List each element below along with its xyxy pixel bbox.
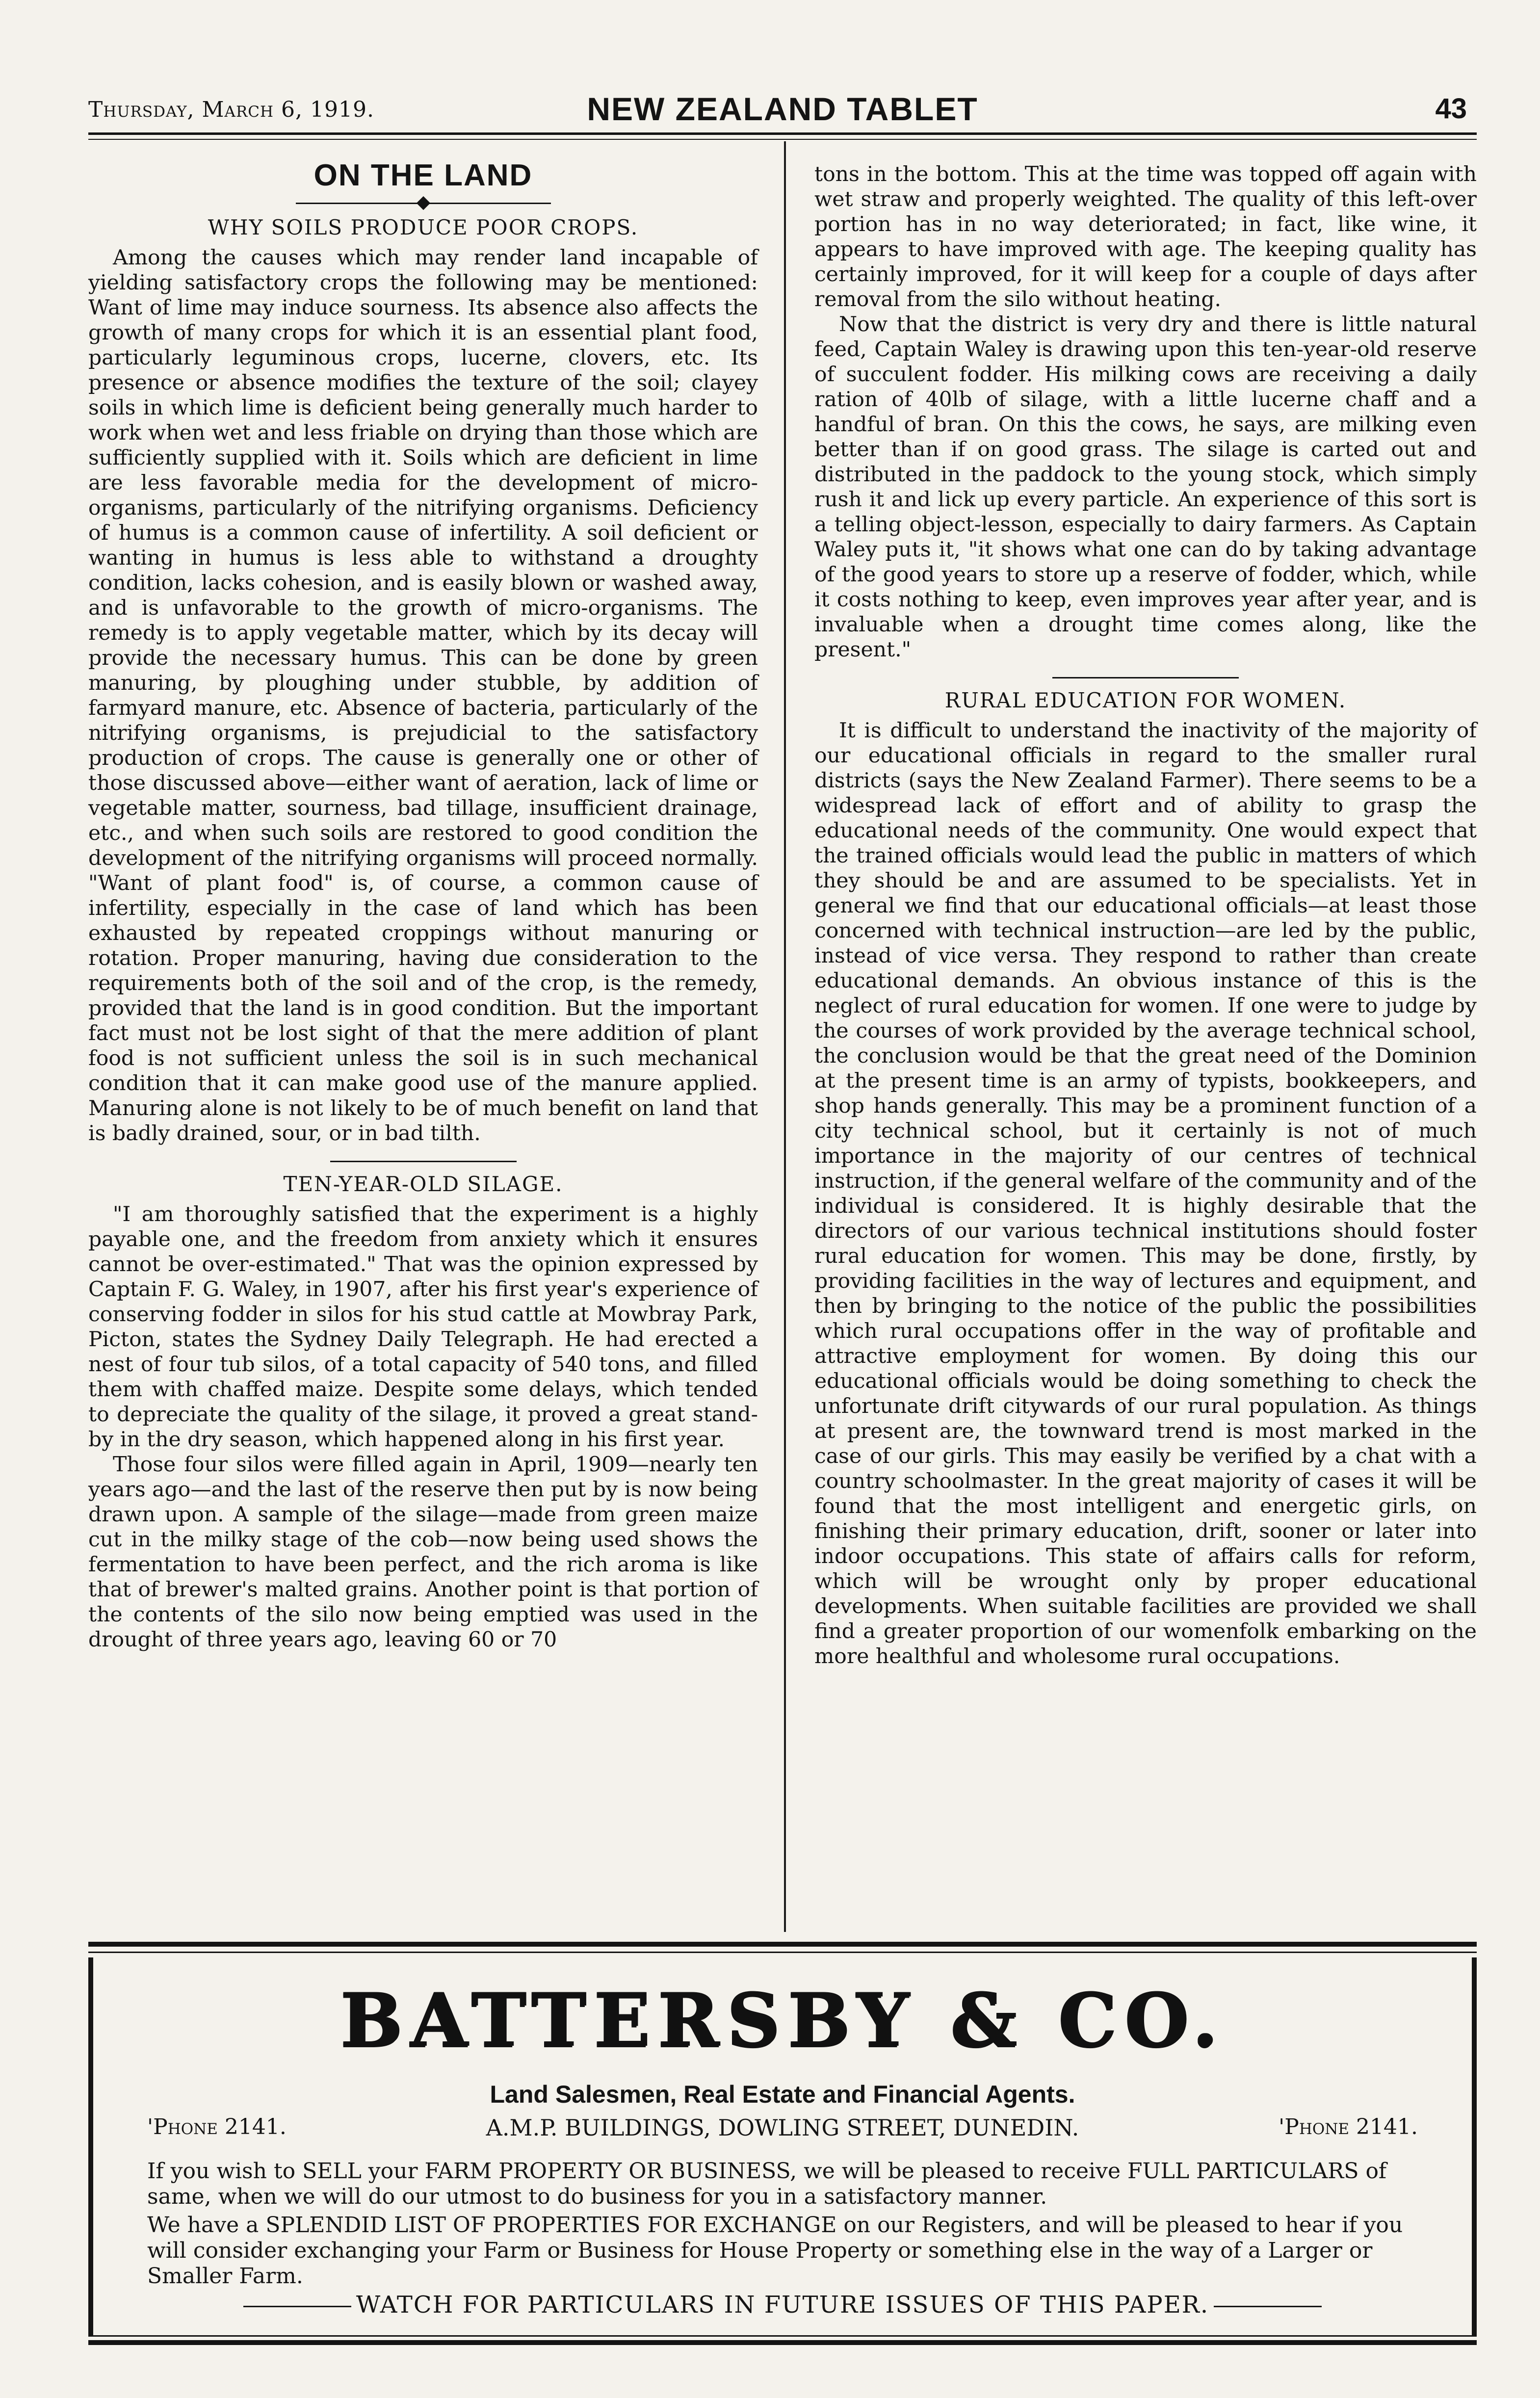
masthead — [88, 92, 1477, 131]
ad-text-sell: If you wish to SELL your FARM PROPERTY OR BUSINESS, we will be pleased to receive FULL PARTICULARS of same, when we will do our utmost to do business for you in a satisfactory manner. — [147, 2159, 1387, 2209]
ad-phone-right: 'Phone 2141. — [1279, 2114, 1418, 2139]
right-column — [814, 162, 1477, 1669]
page-number: 43 — [1435, 93, 1467, 125]
diamond-ornament-icon — [416, 196, 430, 210]
article-paragraph: Those four silos were filled again in April, 1909—nearly ten years ago—and the last of the reserve then put by is now being drawn upon. A sample of the silage—made from green maize cut in the milky stage of the cob—now being used shows the fermentation to have been perfect, and the rich aroma is like that of brewer's malted grains. Another point is that portion of the contents of the silo now being emptied was used in the drought of three years ago, leaving 60 or 70 — [88, 1453, 758, 1652]
ad-watch-text: WATCH FOR PARTICULARS IN FUTURE ISSUES OF THIS PAPER. — [356, 2291, 1209, 2319]
ad-address: A.M.P. BUILDINGS, DOWLING STREET, DUNEDIN. — [486, 2114, 1079, 2141]
masthead-rule — [88, 132, 1477, 135]
advertisement — [88, 1957, 1477, 2335]
article-heading-soils: WHY SOILS PRODUCE POOR CROPS. — [208, 215, 639, 239]
ad-border-top — [88, 1942, 1477, 1947]
publication-title: NEW ZEALAND TABLET — [587, 91, 978, 127]
ad-watch-line — [93, 2291, 1472, 2319]
ad-border-bottom-thin — [88, 2335, 1477, 2337]
masthead-rule-thin — [88, 139, 1477, 140]
ad-brand: BATTERSBY & CO. — [339, 1977, 1226, 2063]
article-paragraph: Among the causes which may render land incapable of yielding satisfactory crops the following may be mentioned: Want of lime may induce sourness. Its absence also affects the growth of many crops for which it is an essential plant food, particularly leguminous crops, lucerne, clovers, etc. Its presence or absence modifies the texture of the soil; clayey soils in which lime is deficient being generally much harder to work when wet and less friable on drying than those which are sufficiently supplied with it. Soils which are deficient in lime are less favorable media for the development of micro-organisms, particularly of the nitrifying organisms. Deficiency of humus is a common cause of infertility. A soil deficient or wanting in humus is less able to withstand a droughty condition, lacks cohesion, and is easily blown or washed away, and is unfavorable to the growth of micro-organisms. The remedy is to apply vegetable matter, which by its decay will provide the necessary humus. This can be done by green manuring, by ploughing under stubble, by addition of farmyard manure, etc. Absence of bacteria, particularly of the nitrifying organisms, is prejudicial to the satisfactory production of crops. The cause is generally one or other of those discussed above—either want of aeration, lack of lime or vegetable matter, sourness, bad tillage, insufficient drainage, etc., and when such soils are restored to good condition the development of the nitrifying organisms will proceed normally. "Want of plant food" is, of course, a common cause of infertility, especially in the case of land which has been exhausted by repeated croppings without manuring or rotation. Proper manuring, having due consideration to the requirements both of the soil and of the crop, is the remedy, provided that the land is in good condition. But the important fact must not be lost sight of that the mere addition of plant food is not sufficient unless the soil is in such mechanical condition that it can make good use of the manure applied. Manuring alone is not likely to be of much benefit on land that is badly drained, sour, or in bad tilth. — [88, 246, 758, 1146]
ad-text-exchange: We have a SPLENDID LIST OF PROPERTIES FOR EXCHANGE on our Registers, and will be pleased to hear if you will consider exchanging your Farm or Business for House Property or something else in the way of a Larger or Smaller Farm. — [147, 2213, 1403, 2289]
article-paragraph: Now that the district is very dry and there is little natural feed, Captain Waley is drawing upon this ten-year-old reserve of succulent fodder. His milking cows are receiving a daily ration of 40lb of silage, with a little lucerne chaff and a handful of bran. On this the cows, he says, are milking even better than if on good grass. The silage is carted out and distributed in the paddock to the young stock, which simply rush it and lick up every particle. An experience of this sort is a telling object-lesson, especially to dairy farmers. As Captain Waley puts it, "it shows what one can do by taking advantage of the good years to store up a reserve of fodder, which, while it costs nothing to keep, even improves year after year, and is invaluable when a drought time comes along, like the present." — [814, 313, 1477, 662]
ad-border-bottom — [88, 2340, 1477, 2345]
column-divider — [784, 141, 786, 1932]
title-ornament — [296, 196, 551, 210]
ad-tagline: Land Salesmen, Real Estate and Financial Agents. — [490, 2081, 1075, 2108]
dash-rule-right — [1214, 2306, 1322, 2307]
article-divider — [1052, 677, 1239, 678]
article-heading-silage: TEN-YEAR-OLD SILAGE. — [283, 1172, 563, 1196]
article-heading-rural: RURAL EDUCATION FOR WOMEN. — [944, 688, 1347, 712]
dash-rule-left — [243, 2306, 351, 2307]
section-title: ON THE LAND — [313, 158, 533, 192]
article-divider — [330, 1161, 517, 1162]
ad-border-top-thin — [88, 1952, 1477, 1953]
article-paragraph: It is difficult to understand the inactivity of the majority of our educational officials in regard to the smaller rural districts (says the New Zealand Farmer). There seems to be a widespread lack of effort and of ability to grasp the educational needs of the community. One would expect that the trained officials would lead the public in matters of which they should be and are assumed to be specialists. Yet in general we find that our educational officials—at least those concerned with technical instruction—are led by the public, instead of vice versa. They respond to rather than create educational demands. An obvious instance of this is the neglect of rural education for women. If one were to judge by the courses of work provided by the average technical school, the conclusion would be that the great need of the Dominion at the present time is an army of typists, bookkeepers, and shop hands generally. This may be a prominent function of a city technical school, but it certainly is not of much importance in the majority of our centres of technical instruction, if the general welfare of the community and of the individual is considered. It is highly desirable that the directors of our various technical institutions should foster rural education for women. This may be done, firstly, by providing facilities in the way of lectures and equipment, and then by bringing to the notice of the public the possibilities which rural occupations offer in the way of profitable and attractive employment for women. By doing this our educational officials would be doing something to check the unfortunate drift citywards of our rural population. As things at present are, the townward trend is most marked in the case of our girls. This may easily be verified by a chat with a country schoolmaster. In the great majority of cases it will be found that the most intelligent and energetic girls, on finishing their primary education, drift, sooner or later into indoor occupations. This state of affairs calls for reform, which will be wrought only by proper educational developments. When suitable facilities are provided we shall find a greater proportion of our womenfolk embarking on the more healthful and wholesome rural occupations. — [814, 719, 1477, 1668]
left-column — [88, 147, 758, 1652]
ad-phone-left: 'Phone 2141. — [147, 2114, 287, 2139]
article-paragraph-continued: tons in the bottom. This at the time was topped off again with wet straw and properly weighted. The quality of this left-over portion has in no way deteriorated; in fact, like wine, it appears to have improved with age. The keeping quality has certainly improved, for it will keep for a couple of days after removal from the silo without heating. — [814, 162, 1477, 312]
article-paragraph: "I am thoroughly satisfied that the experiment is a highly payable one, and the freedom from anxiety which it ensures cannot be over-estimated." That was the opinion expressed by Captain F. G. Waley, in 1907, after his first year's experience of conserving fodder in silos for his stud cattle at Mowbray Park, Picton, states the Sydney Daily Telegraph. He had erected a nest of four tub silos, of a total capacity of 540 tons, and filled them with chaffed maize. Despite some delays, which tended to depreciate the quality of the silage, it proved a great stand-by in the dry season, which happened along in his first year. — [88, 1202, 758, 1452]
issue-date: Thursday, March 6, 1919. — [88, 97, 374, 122]
